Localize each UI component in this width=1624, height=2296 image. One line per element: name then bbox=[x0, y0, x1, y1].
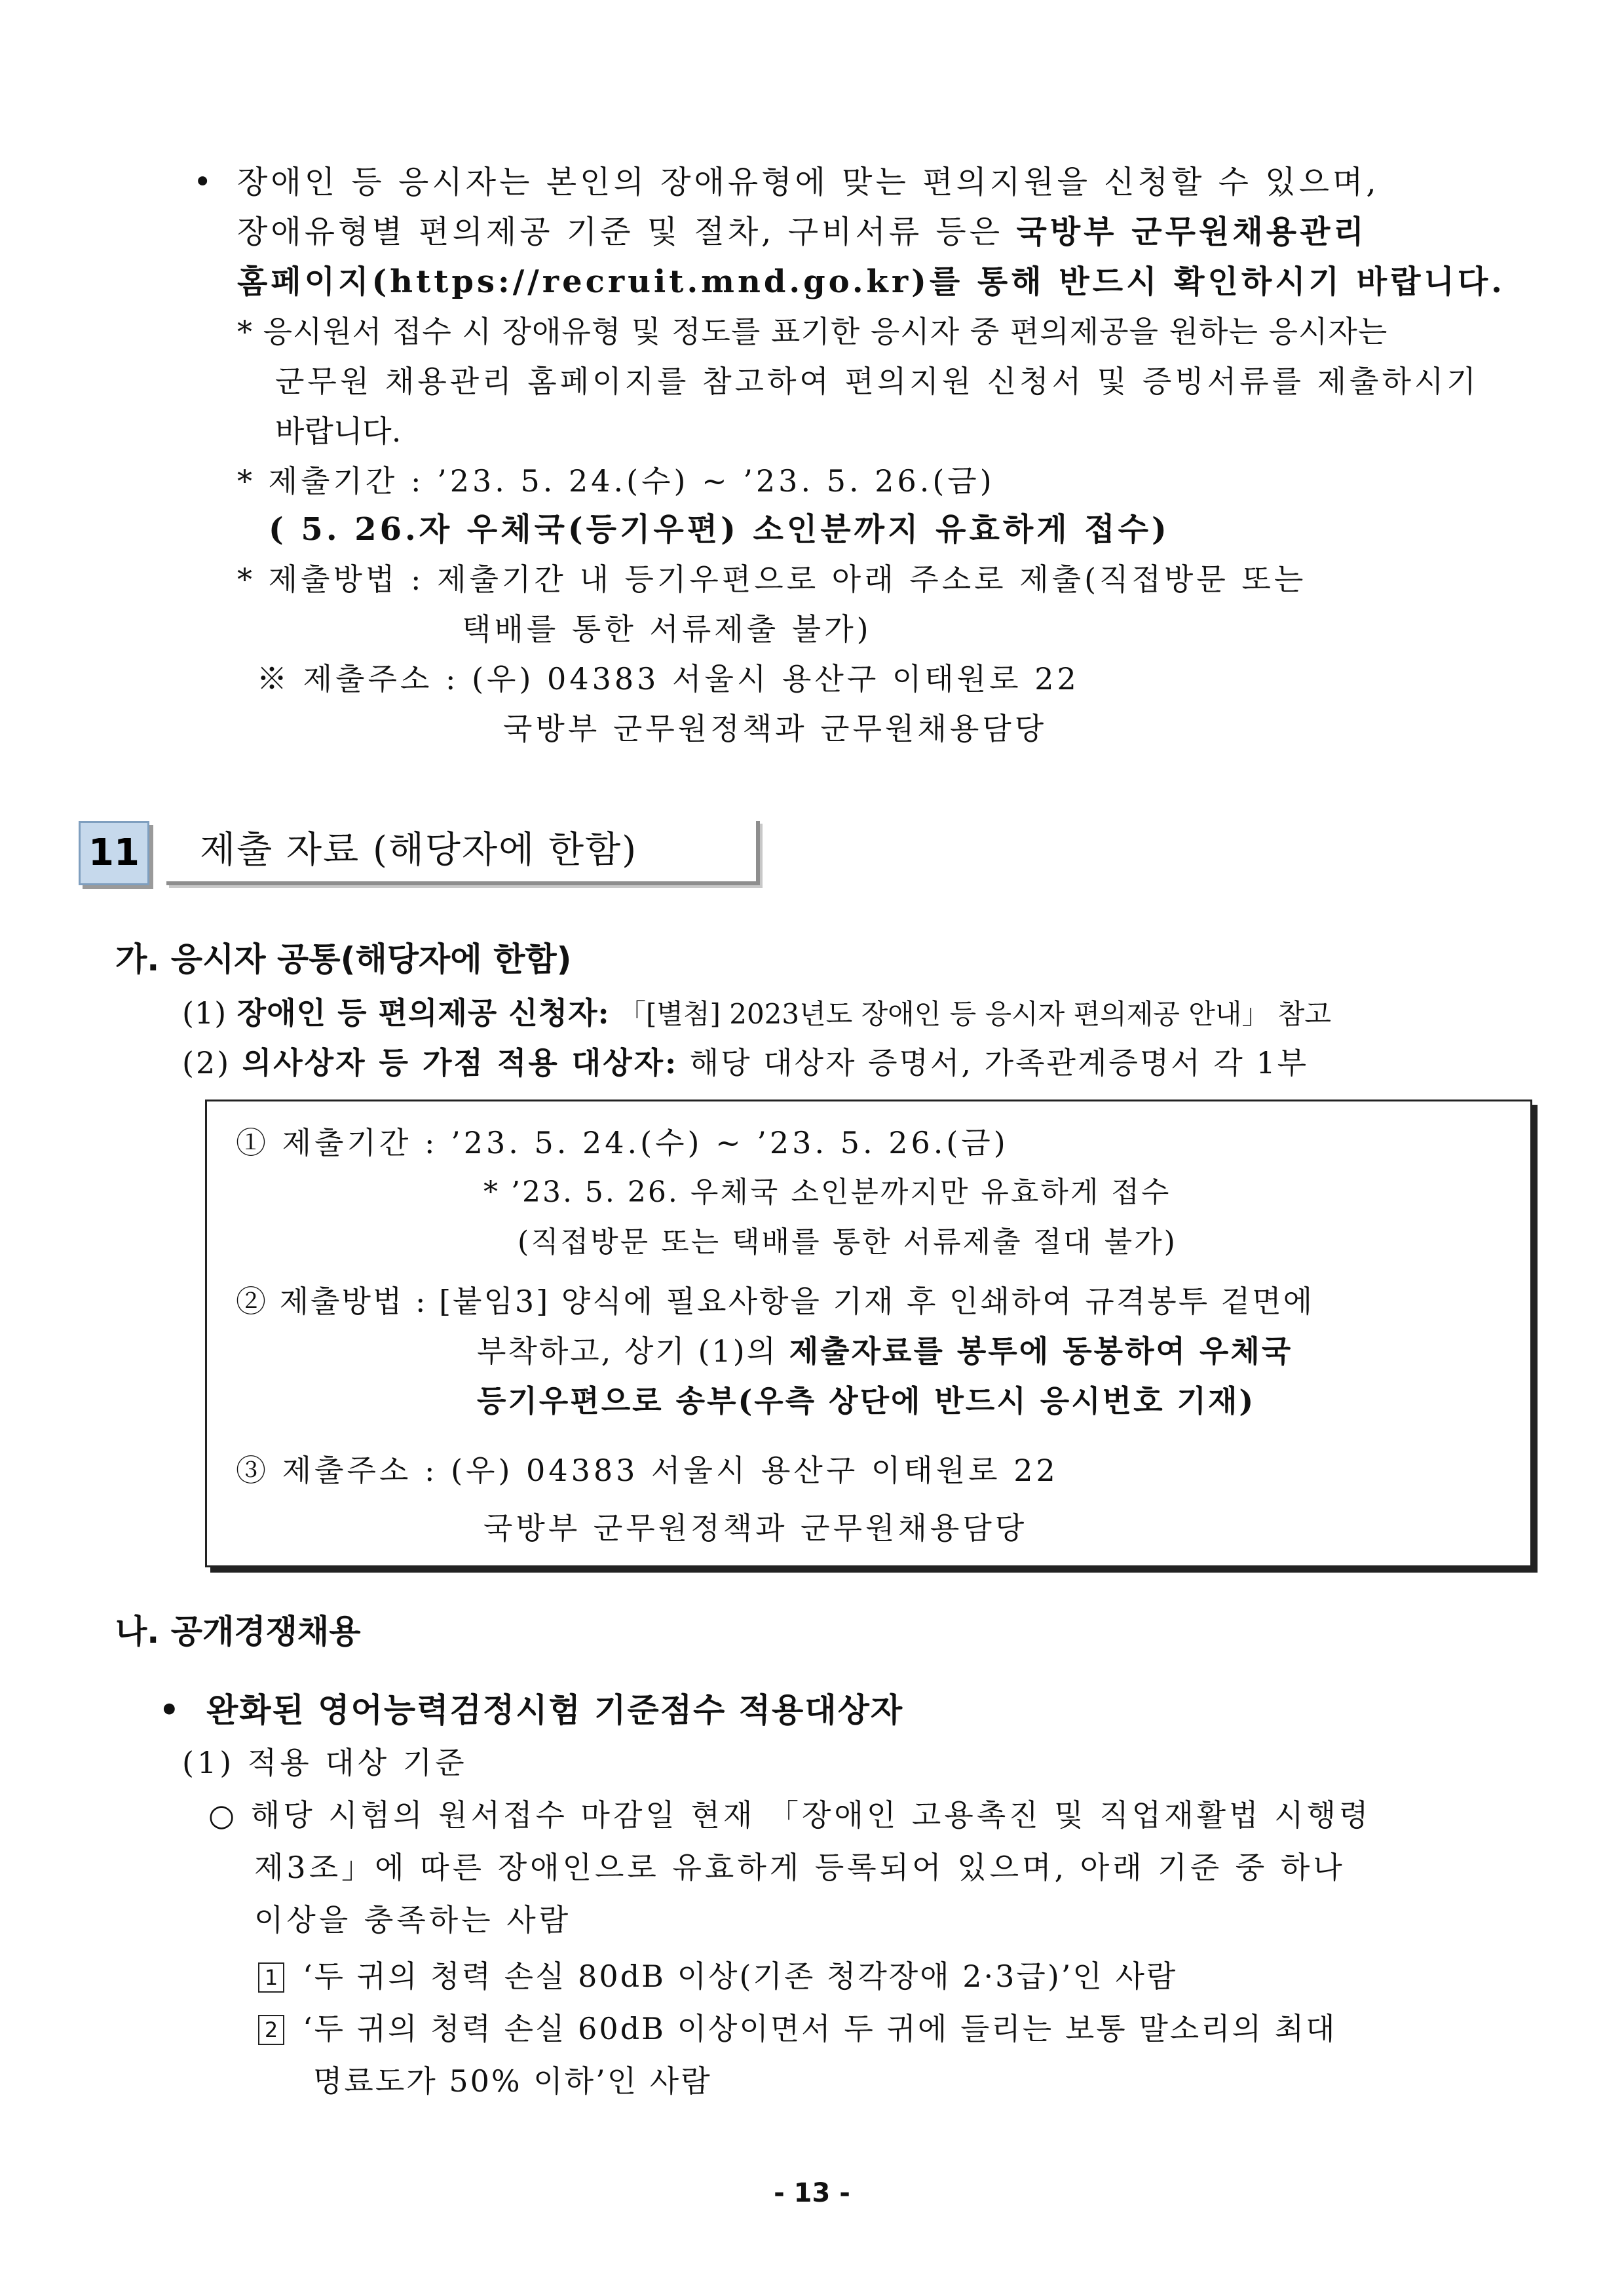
box-line: 등기우편으로 송부(우측 상단에 반드시 응시번호 기재) bbox=[477, 1383, 1256, 1419]
item-number: (2) bbox=[182, 1045, 242, 1081]
note-line: ( 5. 26.자 우체국(등기우편) 소인분까지 유효하게 접수) bbox=[269, 511, 1170, 548]
item-label: 의사상자 등 가점 적용 대상자: bbox=[242, 1045, 679, 1081]
item-number: (1) bbox=[182, 995, 237, 1031]
note-line: * 제출방법 : 제출기간 내 등기우편으로 아래 주소로 제출(직접방문 또는 bbox=[237, 562, 1307, 597]
criteria-item: ‘두 귀의 청력 손실 60dB 이상이면서 두 귀에 들리는 보통 말소리의 최대 bbox=[303, 2011, 1337, 2046]
paragraph-text: 장애유형별 편의제공 기준 및 절차, 구비서류 등은 bbox=[237, 214, 1017, 250]
box-highlight: 제출자료를 봉투에 동봉하여 우체국 bbox=[789, 1333, 1293, 1369]
address-line: 국방부 군무원정책과 군무원채용담당 bbox=[503, 711, 1048, 746]
paragraph-line: 장애인 등 응시자는 본인의 장애유형에 맞는 편의지원을 신청할 수 있으며, bbox=[237, 164, 1380, 201]
note-line: 택배를 통한 서류제출 불가) bbox=[462, 611, 872, 647]
note-line: 바랍니다. bbox=[275, 413, 402, 449]
page-number: - 13 - bbox=[774, 2178, 850, 2208]
criteria-line: ○ 해당 시험의 원서접수 마감일 현재 「장애인 고용촉진 및 직업재활법 시행령 bbox=[208, 1797, 1372, 1833]
box-line: (직접방문 또는 택배를 통한 서류제출 절대 불가) bbox=[518, 1225, 1177, 1259]
list-item bbox=[182, 1042, 1308, 1084]
note-line: * 제출기간 : ’23. 5. 24.(수) ~ ’23. 5. 26.(금) bbox=[237, 463, 995, 499]
criteria-line: 이상을 충족하는 사람 bbox=[254, 1902, 572, 1938]
paragraph-line: 홈페이지(https://recruit.mnd.go.kr)를 통해 반드시 확인하시기 바랍니다. bbox=[237, 263, 1505, 300]
criteria-item: ‘두 귀의 청력 손실 80dB 이상(기존 청각장애 2·3급)’인 사람 bbox=[303, 1959, 1178, 1994]
heading-na: 나. 공개경쟁채용 bbox=[115, 1613, 361, 1651]
box-line: ② 제출방법 : [붙임3] 양식에 필요사항을 기재 후 인쇄하여 규격봉투 겉면에 bbox=[236, 1284, 1315, 1319]
item-text: 「[별첨] 2023년도 장애인 등 응시자 편의제공 안내」 참고 bbox=[609, 998, 1331, 1030]
item-text: 해당 대상자 증명서, 가족관계증명서 각 1부 bbox=[678, 1045, 1309, 1081]
box-line bbox=[477, 1330, 1293, 1372]
section-title: 제출 자료 (해당자에 한함) bbox=[200, 829, 638, 871]
box-line: ③ 제출주소 : (우) 04383 서울시 용산구 이태원로 22 bbox=[236, 1453, 1059, 1488]
criteria-line: 제3조」에 따른 장애인으로 유효하게 등록되어 있으며, 아래 기준 중 하나 bbox=[254, 1850, 1346, 1885]
item-label: 장애인 등 편의제공 신청자: bbox=[236, 995, 610, 1031]
box-text: 부착하고, 상기 (1)의 bbox=[477, 1333, 789, 1369]
box-line: 국방부 군무원정책과 군무원채용담당 bbox=[483, 1510, 1028, 1546]
boxed-number: 2 bbox=[258, 2015, 284, 2045]
box-line: ① 제출기간 : ’23. 5. 24.(수) ~ ’23. 5. 26.(금) bbox=[236, 1125, 1009, 1160]
criteria-title: (1) 적용 대상 기준 bbox=[182, 1745, 468, 1780]
heading-ga: 가. 응시자 공통(해당자에 한함) bbox=[115, 940, 572, 978]
bullet-dot: • bbox=[193, 164, 212, 201]
paragraph-line bbox=[237, 211, 1367, 253]
box-line: * ’23. 5. 26. 우체국 소인분까지만 유효하게 접수 bbox=[483, 1176, 1171, 1209]
criteria-item: 명료도가 50% 이하’인 사람 bbox=[313, 2063, 712, 2099]
section-number: 11 bbox=[79, 821, 149, 885]
note-line: 군무원 채용관리 홈페이지를 참고하여 편의지원 신청서 및 증빙서류를 제출하시기 bbox=[275, 364, 1479, 399]
sub-heading: 완화된 영어능력검정시험 기준점수 적용대상자 bbox=[206, 1691, 904, 1729]
note-line: * 응시원서 접수 시 장애유형 및 정도를 표기한 응시자 중 편의제공을 원하는 응시자는 bbox=[237, 314, 1388, 349]
list-item bbox=[182, 992, 1331, 1035]
highlight-text: 국방부 군무원채용관리 bbox=[1016, 214, 1367, 250]
bullet-dot: • bbox=[159, 1692, 179, 1729]
address-line: ※ 제출주소 : (우) 04383 서울시 용산구 이태원로 22 bbox=[257, 661, 1080, 697]
boxed-number: 1 bbox=[258, 1962, 284, 1993]
